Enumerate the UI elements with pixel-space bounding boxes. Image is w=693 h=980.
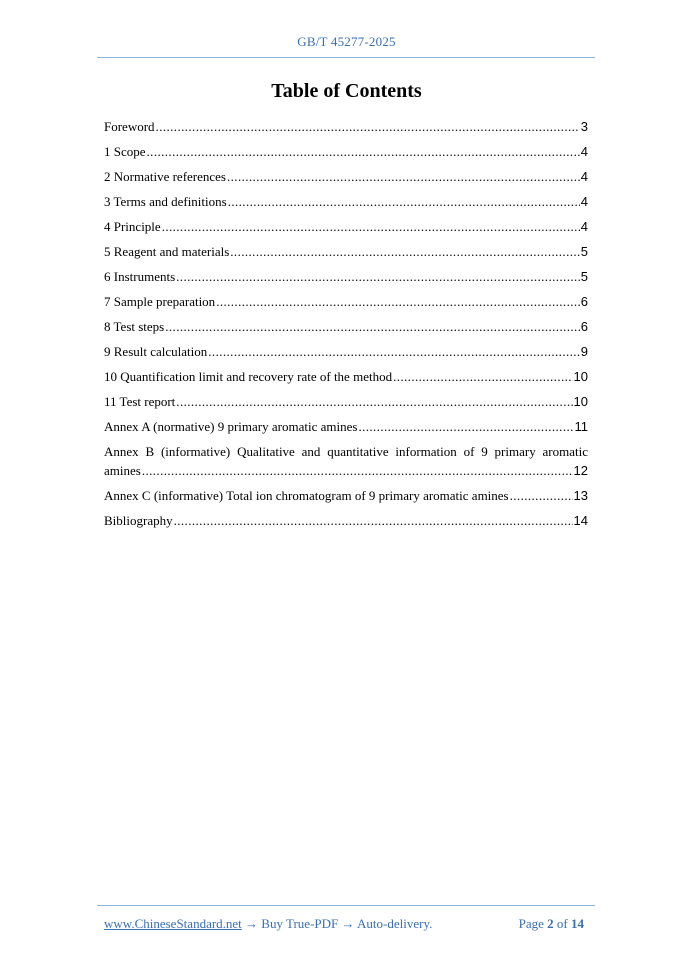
arrow-right-icon: →: [341, 916, 355, 931]
dot-leader: [162, 217, 580, 236]
dot-leader: [216, 292, 580, 311]
current-page-number: 2: [547, 916, 554, 931]
toc-entry-page: 14: [573, 513, 588, 528]
toc-entry-label-line1: Annex B (informative) Qualitative and quantitative information of 9 primary aromatic: [104, 444, 588, 459]
toc-entry-label: 4 Principle: [104, 219, 161, 234]
toc-entry-principle[interactable]: [104, 217, 588, 236]
toc-entry-page: 4: [580, 219, 588, 234]
toc-entry-foreword[interactable]: [104, 117, 588, 136]
header-divider: [97, 57, 595, 58]
toc-entry-page: 6: [580, 319, 588, 334]
auto-delivery-text: Auto-delivery.: [357, 916, 433, 931]
total-page-count: 14: [571, 916, 584, 931]
arrow-right-icon: →: [245, 916, 259, 931]
toc-entry-page: 10: [573, 394, 588, 409]
toc-entry-label: Annex C (informative) Total ion chromatogram of 9 primary aromatic amines: [104, 488, 509, 503]
dot-leader: [142, 461, 573, 480]
toc-entry-page: 6: [580, 294, 588, 309]
toc-entry-label: 6 Instruments: [104, 269, 176, 284]
dot-leader: [228, 192, 580, 211]
toc-entry-label: 11 Test report: [104, 394, 176, 409]
toc-entry-annex-a[interactable]: [104, 417, 588, 436]
toc-entry-page: 12: [573, 463, 588, 478]
toc-entry-reagent-materials[interactable]: [104, 242, 588, 261]
toc-entry-line2: [104, 461, 588, 480]
toc-entry-normative-references[interactable]: [104, 167, 588, 186]
toc-entry-label: 10 Quantification limit and recovery rate of the method: [104, 369, 393, 384]
toc-entry-label: 3 Terms and definitions: [104, 194, 227, 209]
dot-leader: [174, 511, 573, 530]
footer-promo: [104, 916, 432, 932]
toc-entry-bibliography[interactable]: [104, 511, 588, 530]
toc-entry-page: 4: [580, 194, 588, 209]
dot-leader: [510, 486, 573, 505]
page-indicator: [519, 916, 584, 932]
dot-leader: [165, 317, 580, 336]
of-label: of: [556, 916, 568, 931]
toc-entry-label: Foreword: [104, 119, 155, 134]
toc-entry-terms-definitions[interactable]: [104, 192, 588, 211]
page-label: Page: [518, 916, 544, 931]
table-of-contents: [104, 117, 588, 536]
toc-entry-label: 5 Reagent and materials: [104, 244, 230, 259]
toc-entry-instruments[interactable]: [104, 267, 588, 286]
toc-entry-page: 3: [580, 119, 588, 134]
toc-entry-label: Annex A (normative) 9 primary aromatic amines: [104, 419, 358, 434]
toc-entry-annex-c[interactable]: [104, 486, 588, 505]
dot-leader: [176, 267, 580, 286]
toc-entry-label: 7 Sample preparation: [104, 294, 216, 309]
toc-entry-test-steps[interactable]: [104, 317, 588, 336]
dot-leader: [156, 117, 580, 136]
footer-divider: [97, 905, 595, 906]
toc-entry-sample-preparation[interactable]: [104, 292, 588, 311]
dot-leader: [176, 392, 572, 411]
dot-leader: [208, 342, 580, 361]
toc-entry-label: 1 Scope: [104, 144, 146, 159]
toc-entry-quantification-limit[interactable]: [104, 367, 588, 386]
toc-entry-page: 4: [580, 144, 588, 159]
dot-leader: [393, 367, 572, 386]
toc-entry-result-calculation[interactable]: [104, 342, 588, 361]
buy-true-pdf-link[interactable]: Buy True-PDF: [261, 916, 339, 931]
toc-entry-label: 8 Test steps: [104, 319, 165, 334]
toc-entry-label-line2: amines: [104, 463, 141, 478]
dot-leader: [227, 167, 580, 186]
toc-entry-page: 4: [580, 169, 588, 184]
dot-leader: [147, 142, 580, 161]
toc-entry-page: 9: [580, 344, 588, 359]
dot-leader: [358, 417, 573, 436]
site-link[interactable]: www.ChineseStandard.net: [104, 916, 242, 931]
toc-entry-label: 9 Result calculation: [104, 344, 208, 359]
toc-entry-page: 5: [580, 244, 588, 259]
toc-entry-page: 5: [580, 269, 588, 284]
toc-entry-page: 11: [574, 419, 588, 434]
toc-entry-annex-b[interactable]: [104, 442, 588, 480]
toc-entry-label: Bibliography: [104, 513, 173, 528]
toc-entry-page: 10: [573, 369, 588, 384]
toc-entry-test-report[interactable]: [104, 392, 588, 411]
toc-title: Table of Contents: [271, 80, 422, 102]
toc-entry-label: 2 Normative references: [104, 169, 226, 184]
toc-entry-scope[interactable]: [104, 142, 588, 161]
toc-entry-page: 13: [573, 488, 588, 503]
document-code: GB/T 45277-2025: [297, 34, 396, 49]
dot-leader: [230, 242, 580, 261]
